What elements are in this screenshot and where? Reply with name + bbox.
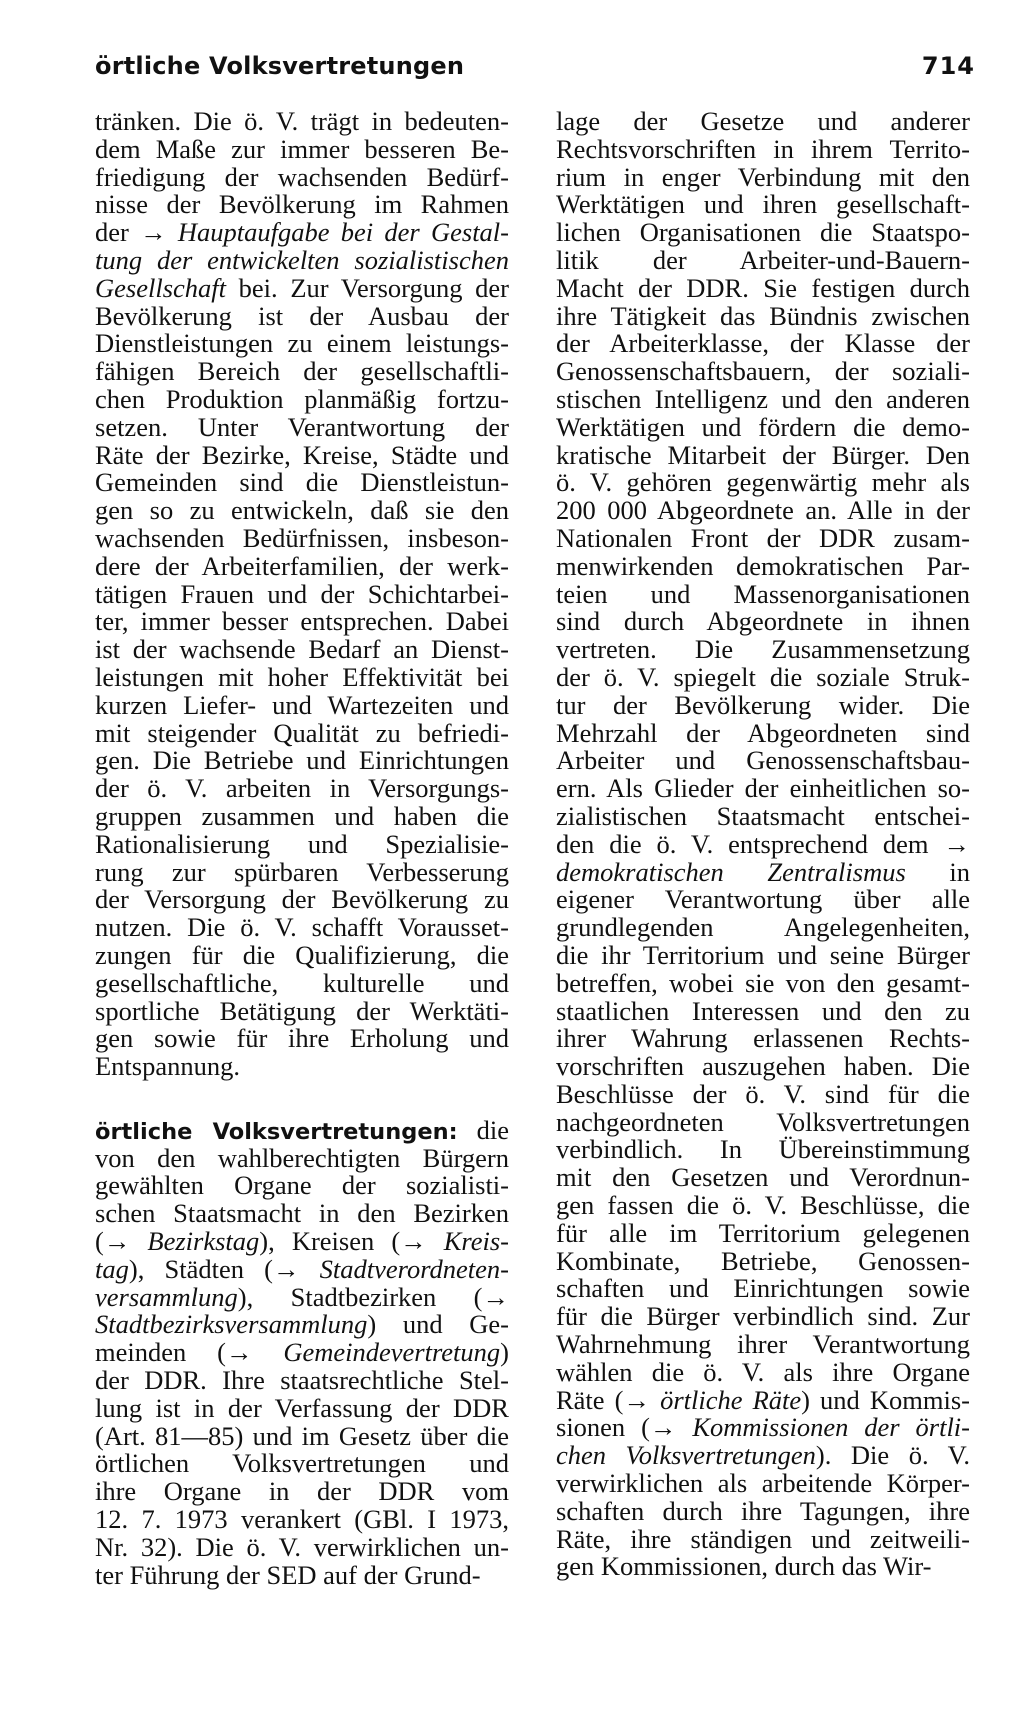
text-line xyxy=(95,1392,509,1423)
text-segment: für alle im Territorium gelegenen xyxy=(556,1217,970,1248)
text-segment: Genossenschaftsbauern, der soziali- xyxy=(556,356,970,387)
text-segment: der ö. V. spiegelt die soziale Struk- xyxy=(556,661,970,692)
text-segment: in xyxy=(905,856,970,887)
text-line xyxy=(95,1142,509,1173)
text-segment: wachsenden Bedürfnissen, insbeson- xyxy=(95,522,509,553)
text-segment: sind durch Abgeordnete in ihnen xyxy=(556,606,970,637)
text-segment: gen sowie für ihre Erholung und xyxy=(95,1023,509,1054)
text-segment: nutzen. Die ö. V. schafft Vorausset- xyxy=(95,912,509,943)
text-line xyxy=(95,967,509,998)
text-line xyxy=(95,1253,509,1284)
text-line xyxy=(556,1275,970,1303)
text-line xyxy=(556,1217,970,1248)
text-segment: ), Kreisen (→ xyxy=(259,1226,444,1257)
text-line xyxy=(556,1164,970,1192)
text-line xyxy=(95,219,509,247)
text-line xyxy=(556,608,970,636)
text-line xyxy=(95,1311,509,1339)
cross-reference: Stadtverordneten- xyxy=(319,1253,509,1284)
text-line xyxy=(556,747,970,775)
text-segment: örtlichen Volksvertretungen und xyxy=(95,1448,509,1479)
text-line xyxy=(556,800,970,831)
text-segment: schaften durch ihre Tagungen, ihre xyxy=(556,1495,970,1526)
text-line xyxy=(95,578,509,609)
text-line xyxy=(556,411,970,442)
text-line xyxy=(95,522,509,553)
text-segment: ), Stadtbezirken (→ xyxy=(237,1281,509,1312)
text-line xyxy=(95,191,509,219)
text-line xyxy=(556,1053,970,1081)
text-line xyxy=(95,1025,509,1053)
text-segment: gen so zu entwickeln, daß sie den xyxy=(95,495,509,526)
text-segment: Räte der Bezirke, Kreise, Städte und xyxy=(95,439,509,470)
text-segment: Dienstleistungen zu einem leistungs- xyxy=(95,328,509,359)
text-line xyxy=(95,161,509,192)
text-segment: von den wahlberechtigten Bürgern xyxy=(95,1142,509,1173)
text-line xyxy=(556,1470,970,1498)
cross-reference: Kommissionen der örtli- xyxy=(692,1412,970,1443)
text-segment: ) xyxy=(500,1337,509,1368)
text-segment: 200 000 Abgeordnete an. Alle in der xyxy=(556,495,970,526)
text-line xyxy=(556,775,970,803)
text-segment: ihre Organe in der DDR vom xyxy=(95,1476,509,1507)
text-segment: stischen Intelligenz und den anderen xyxy=(556,383,970,414)
text-segment: ihre Tätigkeit das Bündnis zwischen xyxy=(556,300,970,331)
text-line xyxy=(556,330,970,358)
cross-reference: tung der entwickelten sozialistischen xyxy=(95,244,509,275)
text-segment: mit steigender Qualität zu befriedi- xyxy=(95,717,509,748)
cross-reference: Gesellschaft xyxy=(95,272,226,303)
text-line xyxy=(95,1559,509,1590)
text-line xyxy=(556,856,970,887)
text-segment: Kombinate, Betriebe, Genossen- xyxy=(556,1245,970,1276)
text-line xyxy=(556,1414,970,1442)
text-line xyxy=(95,1367,509,1395)
text-segment: gen Kommissionen, durch das Wir- xyxy=(556,1551,932,1582)
text-line xyxy=(556,383,970,414)
text-line xyxy=(95,1053,509,1081)
left-text-column xyxy=(95,108,509,1589)
text-line xyxy=(556,497,970,525)
page-header xyxy=(95,52,975,92)
text-line xyxy=(556,1136,970,1164)
paragraph-break xyxy=(95,1081,509,1117)
text-segment: der DDR. Ihre staatsrechtliche Stel- xyxy=(95,1365,509,1396)
text-segment: Räte (→ xyxy=(556,1384,661,1415)
text-segment: zialistischen Staatsmacht entschei- xyxy=(556,800,970,831)
text-line xyxy=(95,1228,509,1256)
text-line xyxy=(556,133,970,164)
text-segment: Entspannung. xyxy=(95,1051,240,1082)
text-line xyxy=(95,133,509,164)
text-segment: schaften und Einrichtungen sowie xyxy=(556,1273,970,1304)
text-segment: gruppen zusammen und haben die xyxy=(95,800,509,831)
text-line xyxy=(95,1506,509,1534)
text-segment: Werktätigen und ihren gesellschaft- xyxy=(556,189,970,220)
text-line xyxy=(95,1450,509,1478)
text-line xyxy=(95,108,509,136)
text-line xyxy=(556,1303,970,1331)
text-line xyxy=(95,661,509,692)
text-segment: Wahrnehmung ihrer Verantwortung xyxy=(556,1329,970,1360)
text-line xyxy=(556,439,970,470)
text-line xyxy=(95,1478,509,1506)
text-line xyxy=(556,1523,970,1554)
text-line xyxy=(556,272,970,303)
text-segment: lichen Organisationen die Staatspo- xyxy=(556,217,970,248)
text-segment: die xyxy=(457,1114,510,1145)
text-segment: ist der wachsende Bedarf an Dienst- xyxy=(95,634,509,665)
text-segment: dem Maße zur immer besseren Be- xyxy=(95,133,509,164)
text-segment: ) und Ge- xyxy=(367,1309,509,1340)
text-segment: Beschlüsse der ö. V. sind für die xyxy=(556,1078,970,1109)
text-segment: vertreten. Die Zusammensetzung xyxy=(556,634,970,665)
text-line xyxy=(556,161,970,192)
cross-reference: demokratischen Zentralismus xyxy=(556,856,906,887)
text-line xyxy=(95,800,509,831)
text-line xyxy=(95,995,509,1026)
text-segment: ter, immer besser entsprechen. Dabei xyxy=(95,606,509,637)
text-segment: (→ xyxy=(95,1226,148,1257)
text-segment: Arbeiter und Genossenschaftsbau- xyxy=(556,745,970,776)
cross-reference: chen Volksvertretungen xyxy=(556,1440,816,1471)
text-line xyxy=(556,108,970,136)
running-head: örtliche Volksvertretungen xyxy=(95,52,465,80)
text-segment: Rationalisierung und Spezialisie- xyxy=(95,828,509,859)
text-segment: tätigen Frauen und der Schichtarbei- xyxy=(95,578,509,609)
text-segment: zungen für die Qualifizierung, die xyxy=(95,939,509,970)
text-line xyxy=(556,995,970,1026)
text-segment: eigener Verantwortung über alle xyxy=(556,884,970,915)
text-segment: kurzen Liefer- und Wartezeiten und xyxy=(95,689,509,720)
text-segment: litik der Arbeiter-und-Bauern- xyxy=(556,244,970,275)
text-line xyxy=(95,856,509,887)
text-segment: gesellschaftliche, kulturelle und xyxy=(95,967,509,998)
text-segment: ern. Als Glieder der einheitlichen so- xyxy=(556,773,970,804)
text-line xyxy=(556,244,970,275)
text-segment: lung ist in der Verfassung der DDR xyxy=(95,1392,509,1423)
text-segment: ter Führung der SED auf der Grund- xyxy=(95,1559,481,1590)
text-line xyxy=(95,636,509,664)
text-line xyxy=(556,1356,970,1387)
text-line xyxy=(95,1172,509,1200)
text-line xyxy=(95,439,509,470)
text-segment: rium in enger Verbindung mit den xyxy=(556,161,970,192)
page-number: 714 xyxy=(921,52,975,80)
text-segment: nisse der Bevölkerung im Rahmen xyxy=(95,189,509,220)
text-line xyxy=(95,411,509,442)
text-line xyxy=(95,272,509,303)
cross-reference: Gemeindevertretung xyxy=(283,1337,501,1368)
text-line xyxy=(556,1192,970,1220)
text-line xyxy=(95,1339,509,1367)
text-segment: chen Produktion planmäßig fortzu- xyxy=(95,383,509,414)
cross-reference: tag xyxy=(95,1253,129,1284)
text-segment: für die Bürger verbindlich sind. Zur xyxy=(556,1301,970,1332)
text-line xyxy=(556,1245,970,1276)
text-segment: Gemeinden sind die Dienstleistun- xyxy=(95,467,509,498)
text-line xyxy=(95,300,509,331)
text-line xyxy=(556,914,970,942)
cross-reference: Bezirkstag xyxy=(147,1226,260,1257)
text-line xyxy=(556,522,970,553)
text-line xyxy=(556,717,970,748)
text-line xyxy=(556,1025,970,1053)
text-line xyxy=(95,244,509,275)
text-segment: tränken. Die ö. V. trägt in bedeuten- xyxy=(95,106,509,136)
text-line xyxy=(95,383,509,414)
cross-reference: Stadtbezirksversammlung xyxy=(95,1309,368,1340)
text-segment: Macht der DDR. Sie festigen durch xyxy=(556,272,970,303)
text-line xyxy=(95,775,509,803)
text-line xyxy=(95,689,509,720)
text-segment: Bevölkerung ist der Ausbau der xyxy=(95,300,509,331)
text-line xyxy=(95,939,509,970)
text-line xyxy=(95,358,509,386)
text-segment: betreffen, wobei sie von den gesamt- xyxy=(556,967,970,998)
text-segment: gen. Die Betriebe und Einrichtungen xyxy=(95,745,509,776)
text-line xyxy=(556,886,970,914)
text-segment: (Art. 81—85) und im Gesetz über die xyxy=(95,1420,509,1451)
text-segment: gewählten Organe der sozialisti- xyxy=(95,1170,509,1201)
text-segment: Räte, ihre ständigen und zeitweili- xyxy=(556,1523,970,1554)
text-segment: teien und Massenorganisationen xyxy=(556,578,970,609)
text-segment: ). Die ö. V. xyxy=(815,1440,970,1471)
text-segment: Nr. 32). Die ö. V. verwirklichen un- xyxy=(95,1531,509,1562)
text-line xyxy=(556,1553,970,1581)
text-segment: lage der Gesetze und anderer xyxy=(556,106,970,136)
text-segment: verbindlich. In Übereinstimmung xyxy=(556,1134,970,1165)
text-segment: menwirkenden demokratischen Par- xyxy=(556,550,970,581)
entry-keyword: örtliche Volksvertretungen: xyxy=(95,1118,458,1145)
text-segment: vorschriften auszugehen haben. Die xyxy=(556,1051,970,1082)
text-segment: wählen die ö. V. als ihre Organe xyxy=(556,1356,970,1387)
text-segment: ö. V. gehören gegenwärtig mehr als xyxy=(556,467,970,498)
text-line xyxy=(556,1495,970,1526)
text-segment: verwirklichen als arbeitende Körper- xyxy=(556,1468,970,1499)
text-segment: friedigung der wachsenden Bedürf- xyxy=(95,161,509,192)
text-segment: sionen (→ xyxy=(556,1412,693,1443)
text-line xyxy=(95,608,509,636)
text-line xyxy=(95,469,509,497)
cross-reference: Kreis- xyxy=(443,1226,510,1257)
text-line xyxy=(556,300,970,331)
text-line xyxy=(95,497,509,525)
text-line xyxy=(95,717,509,748)
text-line xyxy=(556,1384,970,1415)
text-segment: 12. 7. 1973 verankert (GBl. I 1973, xyxy=(95,1504,509,1535)
text-segment: der Versorgung der Bevölkerung zu xyxy=(95,884,509,915)
text-line xyxy=(556,689,970,720)
text-line xyxy=(556,578,970,609)
text-line xyxy=(95,330,509,358)
text-line xyxy=(556,469,970,497)
text-line xyxy=(556,219,970,247)
text-segment: die ihr Territorium und seine Bürger xyxy=(556,939,970,970)
text-segment: dere der Arbeiterfamilien, der werk- xyxy=(95,550,509,581)
text-line xyxy=(95,914,509,942)
text-segment: der ö. V. arbeiten in Versorgungs- xyxy=(95,773,509,804)
text-line xyxy=(95,886,509,914)
text-segment: schen Staatsmacht in den Bezirken xyxy=(95,1198,509,1229)
text-line xyxy=(556,550,970,581)
text-segment: Nationalen Front der DDR zusam- xyxy=(556,522,970,553)
text-segment: rung zur spürbaren Verbesserung xyxy=(95,856,509,887)
text-line xyxy=(556,1331,970,1359)
cross-reference: örtliche Räte xyxy=(660,1384,802,1415)
text-segment: ), Städten (→ xyxy=(128,1253,320,1284)
text-line xyxy=(95,828,509,859)
text-segment: gen fassen die ö. V. Beschlüsse, die xyxy=(556,1190,970,1221)
text-line xyxy=(556,191,970,219)
text-line xyxy=(95,550,509,581)
text-segment: setzen. Unter Verantwortung der xyxy=(95,411,509,442)
text-line xyxy=(556,967,970,998)
text-line xyxy=(556,1442,970,1470)
text-segment: der → xyxy=(95,217,178,248)
text-line xyxy=(556,1078,970,1109)
text-segment: leistungen mit hoher Effektivität bei xyxy=(95,661,509,692)
text-segment: Mehrzahl der Abgeordneten sind xyxy=(556,717,970,748)
text-line xyxy=(556,661,970,692)
text-segment: tur der Bevölkerung wider. Die xyxy=(556,689,970,720)
text-segment: bei. Zur Versorgung der xyxy=(226,272,509,303)
text-segment: staatlichen Interessen und den zu xyxy=(556,995,970,1026)
cross-reference: Hauptaufgabe bei der Gestal- xyxy=(177,217,509,248)
text-segment: grundlegenden Angelegenheiten, xyxy=(556,912,970,943)
text-line xyxy=(556,636,970,664)
cross-reference: versammlung xyxy=(95,1281,238,1312)
text-segment: kratische Mitarbeit der Bürger. Den xyxy=(556,439,970,470)
text-line xyxy=(556,358,970,386)
text-segment: der Arbeiterklasse, der Klasse der xyxy=(556,328,970,359)
text-line xyxy=(95,1531,509,1562)
right-text-column xyxy=(556,108,970,1581)
text-line xyxy=(556,1106,970,1137)
text-segment: ) und Kommis- xyxy=(801,1384,970,1415)
text-segment: Werktätigen und fördern die demo- xyxy=(556,411,970,442)
text-segment: meinden (→ xyxy=(95,1337,284,1368)
text-segment: sportliche Betätigung der Werktäti- xyxy=(95,995,509,1026)
text-segment: nachgeordneten Volksvertretungen xyxy=(556,1106,970,1137)
text-segment: fähigen Bereich der gesellschaftli- xyxy=(95,356,509,387)
text-segment: ihrer Wahrung erlassenen Rechts- xyxy=(556,1023,970,1054)
text-line xyxy=(556,828,970,859)
text-line xyxy=(95,747,509,775)
text-segment: mit den Gesetzen und Verordnun- xyxy=(556,1162,970,1193)
text-segment: den die ö. V. entsprechend dem → xyxy=(556,828,970,859)
text-segment: Rechtsvorschriften in ihrem Territo- xyxy=(556,133,970,164)
text-line xyxy=(556,939,970,970)
text-line xyxy=(95,1200,509,1228)
text-line xyxy=(95,1281,509,1312)
text-line xyxy=(95,1420,509,1451)
text-line xyxy=(95,1114,510,1145)
